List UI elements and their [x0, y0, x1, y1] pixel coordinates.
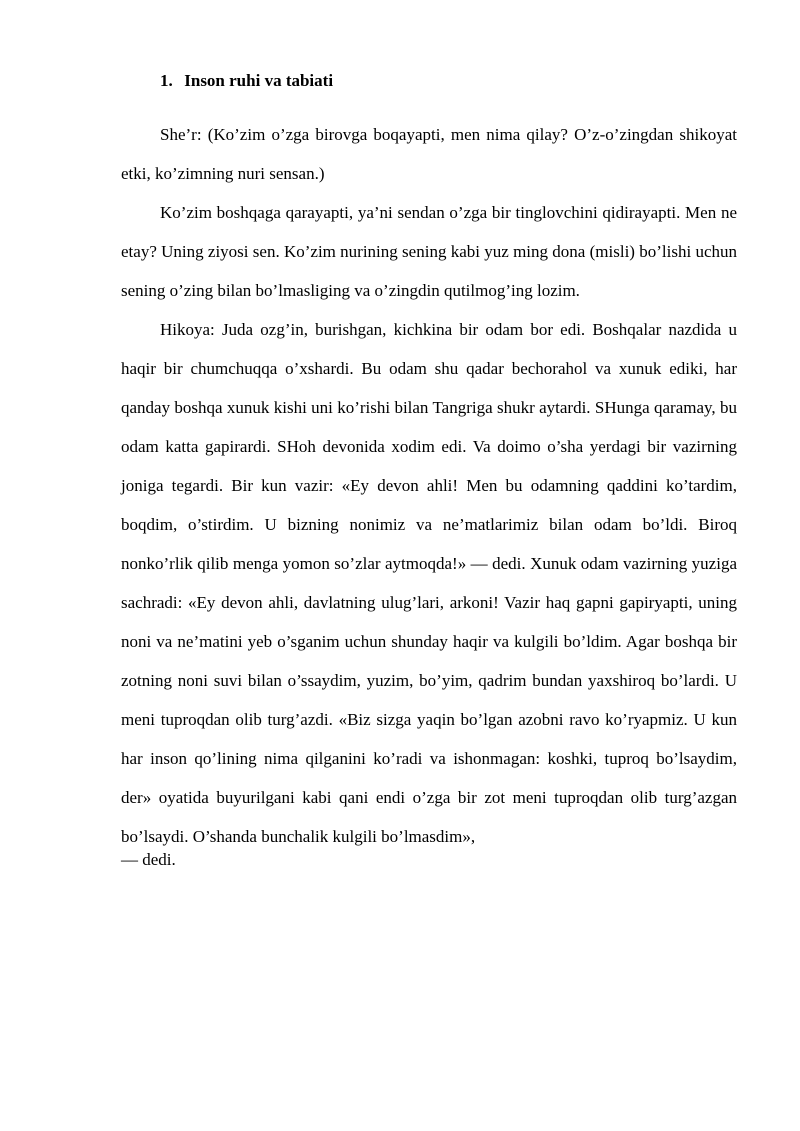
paragraph-poem: She’r: (Ko’zim o’zga birovga boqayapti, men nima qilay? O’z-o’zingdan shikoyat etki, ko’zimning nuri sensan.): [121, 125, 737, 183]
section-title: Inson ruhi va tabiati: [184, 71, 334, 90]
closing-line: — dedi.: [121, 850, 176, 869]
section-heading: [121, 71, 737, 91]
section-number: 1.: [160, 71, 173, 90]
document-page: [121, 71, 737, 870]
paragraph-explanation: Ko’zim boshqaga qarayapti, ya’ni sendan o’zga bir tinglovchini qidirayapti. Men ne etay? Uning ziyosi sen. Ko’zim nurining sening kabi yuz ming dona (misli) bo’lishi uchun sening o’zing bilan bo’lmasliging va o’zingdin qutilmog’ing lozim.: [121, 203, 737, 300]
paragraph-story: Hikoya: Juda ozg’in, burishgan, kichkina bir odam bor edi. Boshqalar nazdida u haqir bir chumchuqqa o’xshardi. Bu odam shu qadar bechorahol va xunuk ediki, har qanday boshqa xunuk kishi uni ko’rishi bilan Tangriga shukr aytardi. SHunga qaramay, bu odam katta gapirardi. SHoh devonida xodim edi. Va doimo o’sha yerdagi bir vazirning joniga tegardi. Bir kun vazir: «Ey devon ahli! Men bu odamning qaddini ko’tardim, boqdim, o’stirdim. U bizning nonimiz va ne’matlarimiz bilan odam bo’ldi. Biroq nonko’rlik qilib menga yomon so’zlar aytmoqda!» — dedi. Xunuk odam vazirning yuziga sachradi: «Ey devon ahli, davlatning ulug’lari, arkoni! Vazir haq gapni gapiryapti, uning noni va ne’matini yeb o’sganim uchun shunday haqir va kulgili bo’ldim. Agar boshqa bir zotning noni suvi bilan o’ssaydim, yuzim, bo’yim, qadrim bundan yaxshiroq bo’lardi. U meni tuproqdan olib turg’azdi. «Biz sizga yaqin bo’lgan azobni ravo ko’ryapmiz. U kun har inson qo’lining nima qilganini ko’radi va ishonmagan: koshki, tuproq bo’lsaydim, der» oyatida buyurilgani kabi qani endi o’zga bir zot meni tuproqdan olib turg’azgan bo’lsaydi. O’shanda bunchalik kulgili bo’lmasdim»,: [121, 320, 737, 846]
